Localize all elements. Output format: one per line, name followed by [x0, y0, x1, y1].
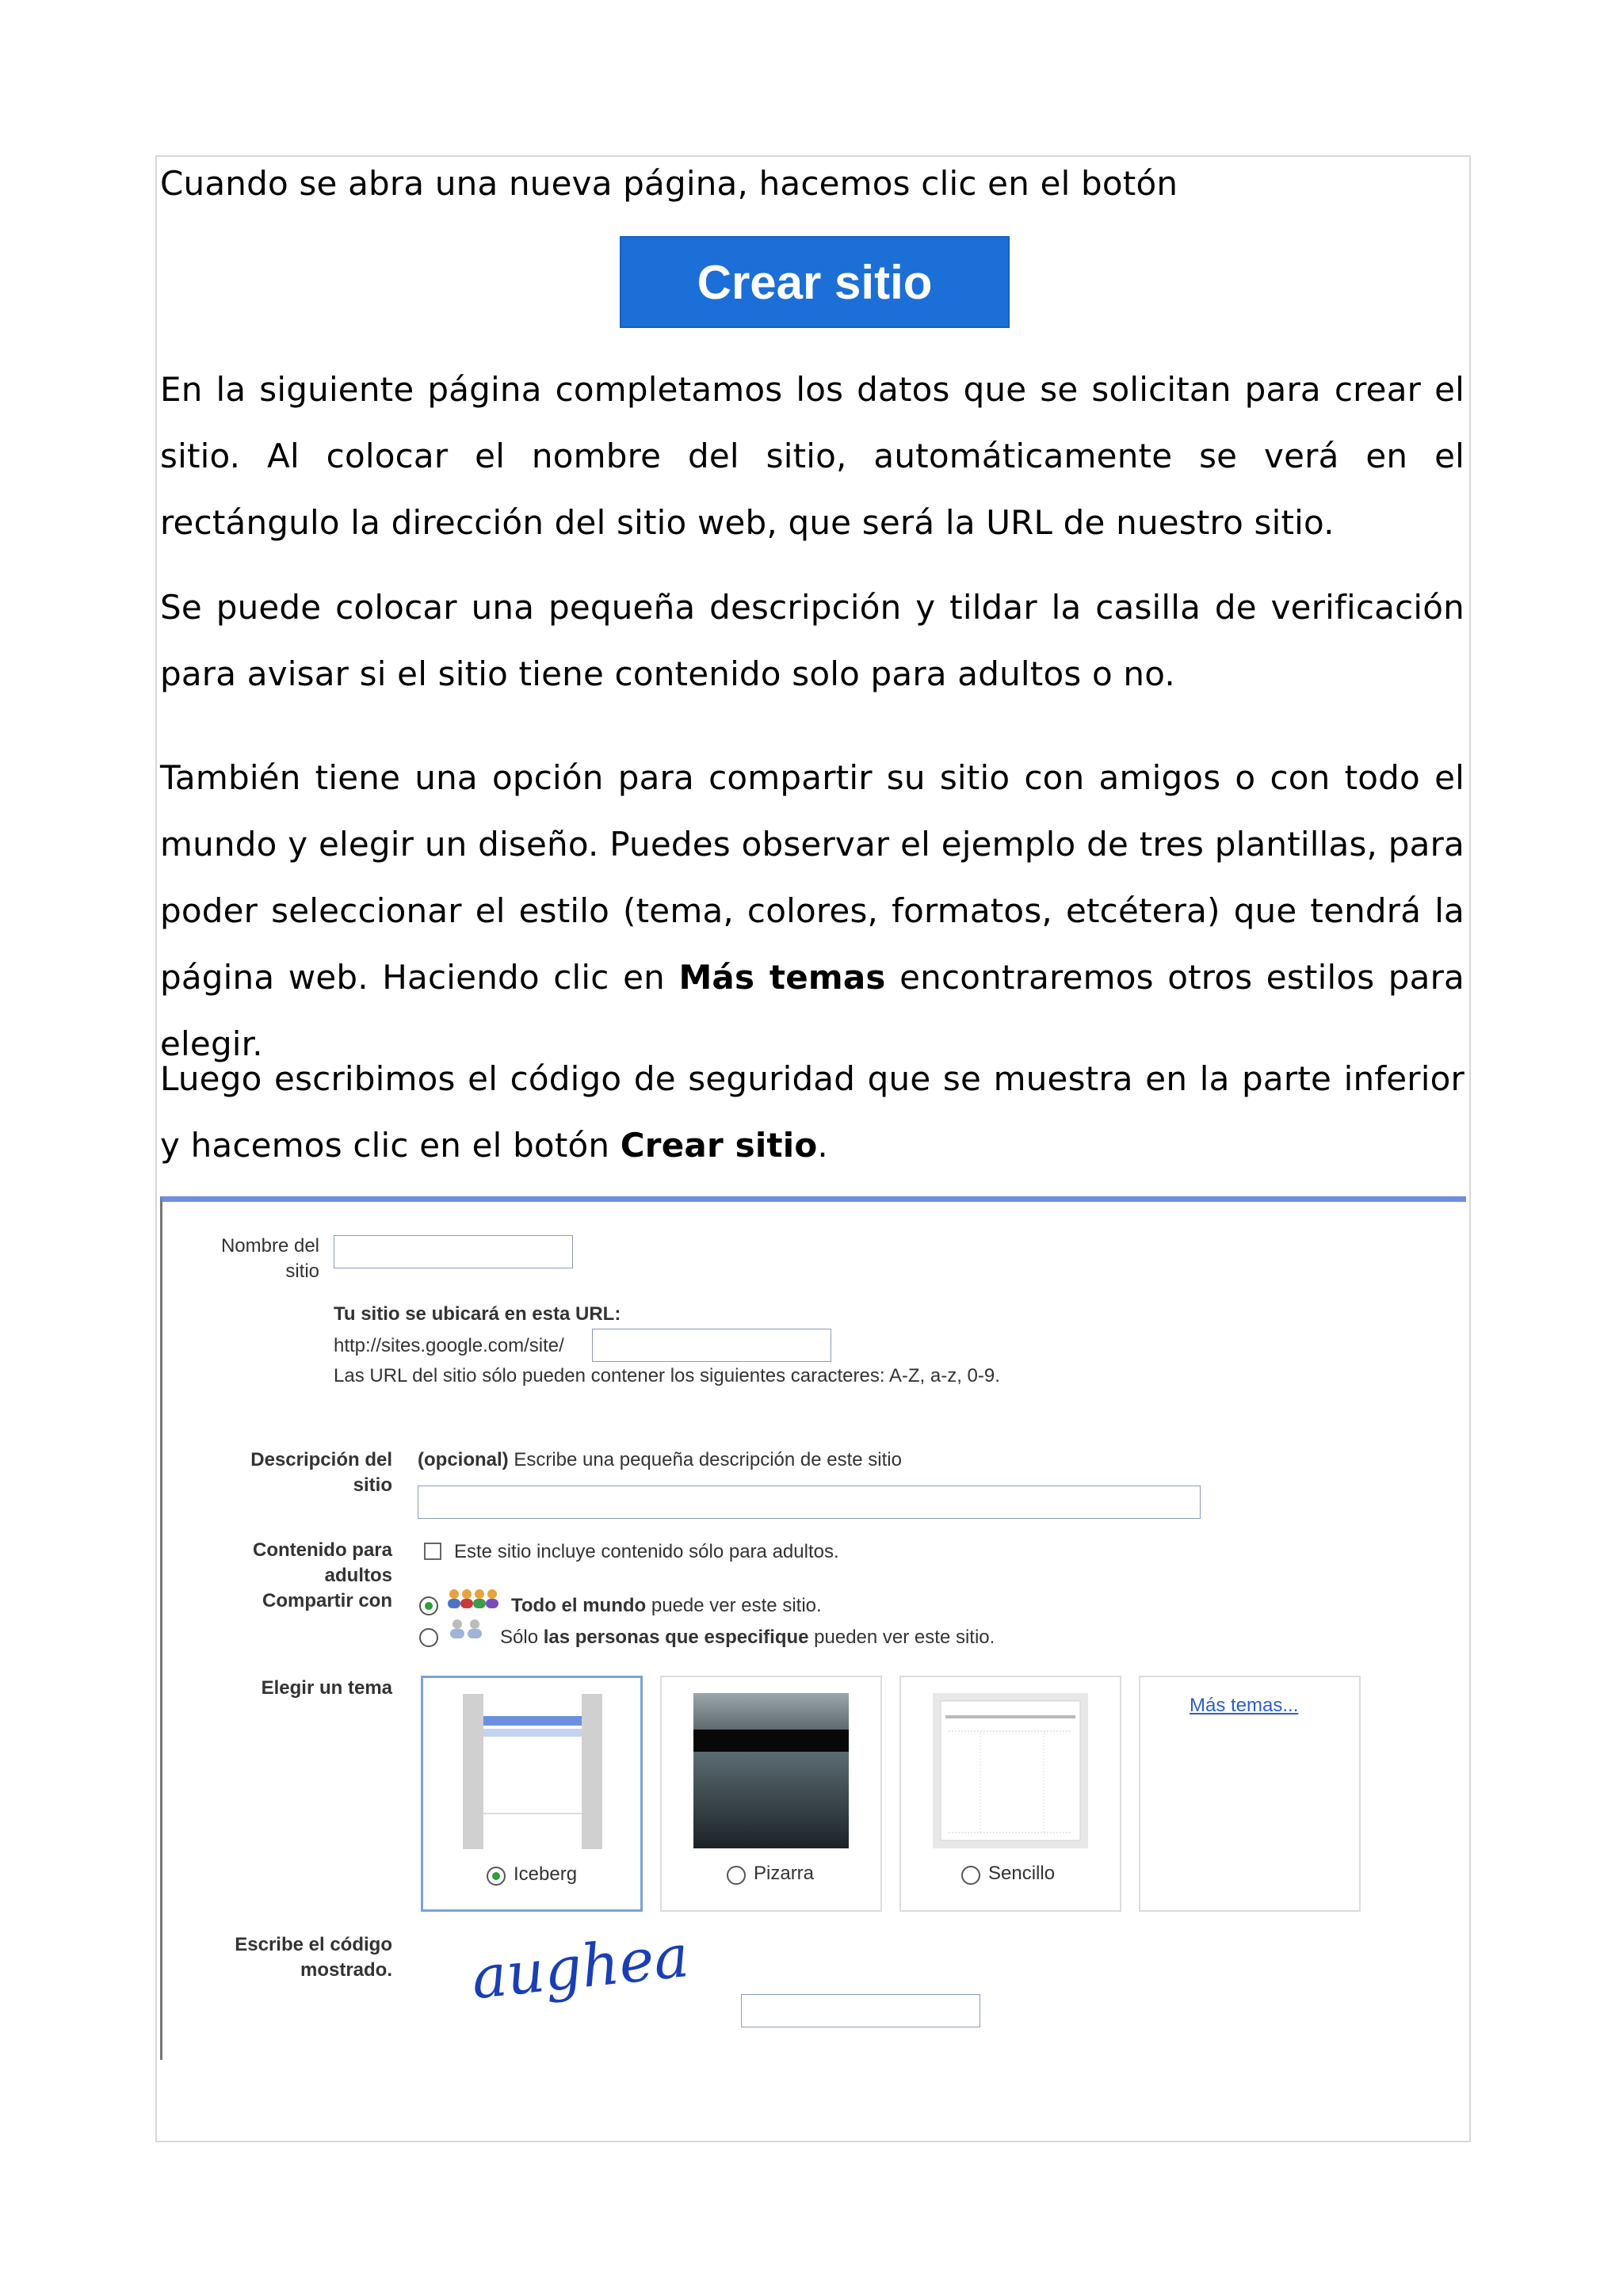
mas-temas-link[interactable]: Más temas... [1190, 1695, 1299, 1716]
site-url-input[interactable] [592, 1329, 831, 1362]
theme-card-iceberg[interactable] [421, 1676, 643, 1912]
theme-card-sencillo[interactable] [899, 1676, 1121, 1912]
nombre-label: Nombre del sitio [220, 1235, 319, 1282]
description-input[interactable] [418, 1486, 1201, 1519]
share-specific-radio[interactable] [419, 1628, 438, 1647]
theme-sencillo-label: Sencillo [988, 1863, 1056, 1884]
pizarra-thumbnail [693, 1693, 849, 1848]
share-specific-label: Sólo las personas que especifique pueden ver este sitio. [500, 1627, 995, 1648]
share-everyone-label: Todo el mundo puede ver este sitio. [511, 1595, 822, 1616]
adult-content-label: Este sitio incluye contenido sólo para adultos. [454, 1541, 839, 1562]
theme-iceberg-radio[interactable] [487, 1867, 506, 1886]
adultos-label: Contenido para adultos [252, 1539, 392, 1586]
paragraph-3: También tiene una opción para compartir su sitio con amigos o con todo el mundo y elegir un diseño. Puedes observar el ejemplo de tres plantillas, para poder seleccionar el estilo (tema, colores, formatos, etcétera) que tendrá la página web. Haciendo clic en Más temas encontraremos otros estilos para elegir. [160, 758, 1465, 1063]
descripcion-hint: (opcional) Escribe una pequeña descripción de este sitio [418, 1449, 902, 1470]
people-group-icon [446, 1587, 503, 1611]
theme-card-pizarra[interactable] [660, 1676, 882, 1912]
descripcion-label: Descripción del sitio [250, 1449, 392, 1496]
tema-label: Elegir un tema [261, 1677, 392, 1699]
crear-sitio-button[interactable]: Crear sitio [620, 236, 1010, 328]
paragraph-4: Luego escribimos el código de seguridad que se muestra en la parte inferior y hacemos clic en el botón Crear sitio. [160, 1059, 1465, 1165]
people-pair-icon [446, 1617, 489, 1641]
compartir-label: Compartir con [262, 1590, 392, 1611]
theme-iceberg-label: Iceberg [514, 1863, 578, 1885]
crear-sitio-emphasis: Crear sitio [620, 1126, 818, 1165]
sencillo-thumbnail [933, 1693, 1088, 1848]
url-prefix: http://sites.google.com/site/ [334, 1335, 564, 1356]
theme-pizarra-radio[interactable] [727, 1866, 746, 1885]
theme-card-more [1139, 1676, 1361, 1912]
share-everyone-radio[interactable] [419, 1596, 438, 1615]
site-name-input[interactable] [334, 1235, 573, 1268]
theme-pizarra-label: Pizarra [754, 1863, 815, 1884]
iceberg-thumbnail [455, 1694, 610, 1849]
paragraph-2: Se puede colocar una pequeña descripción y tildar la casilla de verificación para avisar si el sitio tiene contenido solo para adultos o no. [160, 588, 1465, 693]
intro-text: Cuando se abra una nueva página, hacemos clic en el botón [160, 164, 1178, 203]
svg-text:aughea: aughea [468, 1922, 693, 2013]
create-site-form [160, 1196, 1466, 2060]
url-note: Las URL del sitio sólo pueden contener los siguientes caracteres: A-Z, a-z, 0-9. [334, 1365, 1000, 1386]
theme-sencillo-radio[interactable] [961, 1866, 980, 1885]
url-heading: Tu sitio se ubicará en esta URL: [334, 1303, 621, 1325]
captcha-label: Escribe el código mostrado. [235, 1934, 392, 1981]
paragraph-1: En la siguiente página completamos los datos que se solicitan para crear el sitio. Al colocar el nombre del sitio, automáticamente se verá en el rectángulo la dirección del sitio web, que será la URL de nuestro sitio. [160, 370, 1465, 542]
adult-content-checkbox[interactable] [424, 1543, 441, 1560]
mas-temas-emphasis: Más temas [678, 958, 886, 997]
captcha-image [464, 1922, 693, 2018]
captcha-input[interactable] [741, 1994, 980, 2027]
